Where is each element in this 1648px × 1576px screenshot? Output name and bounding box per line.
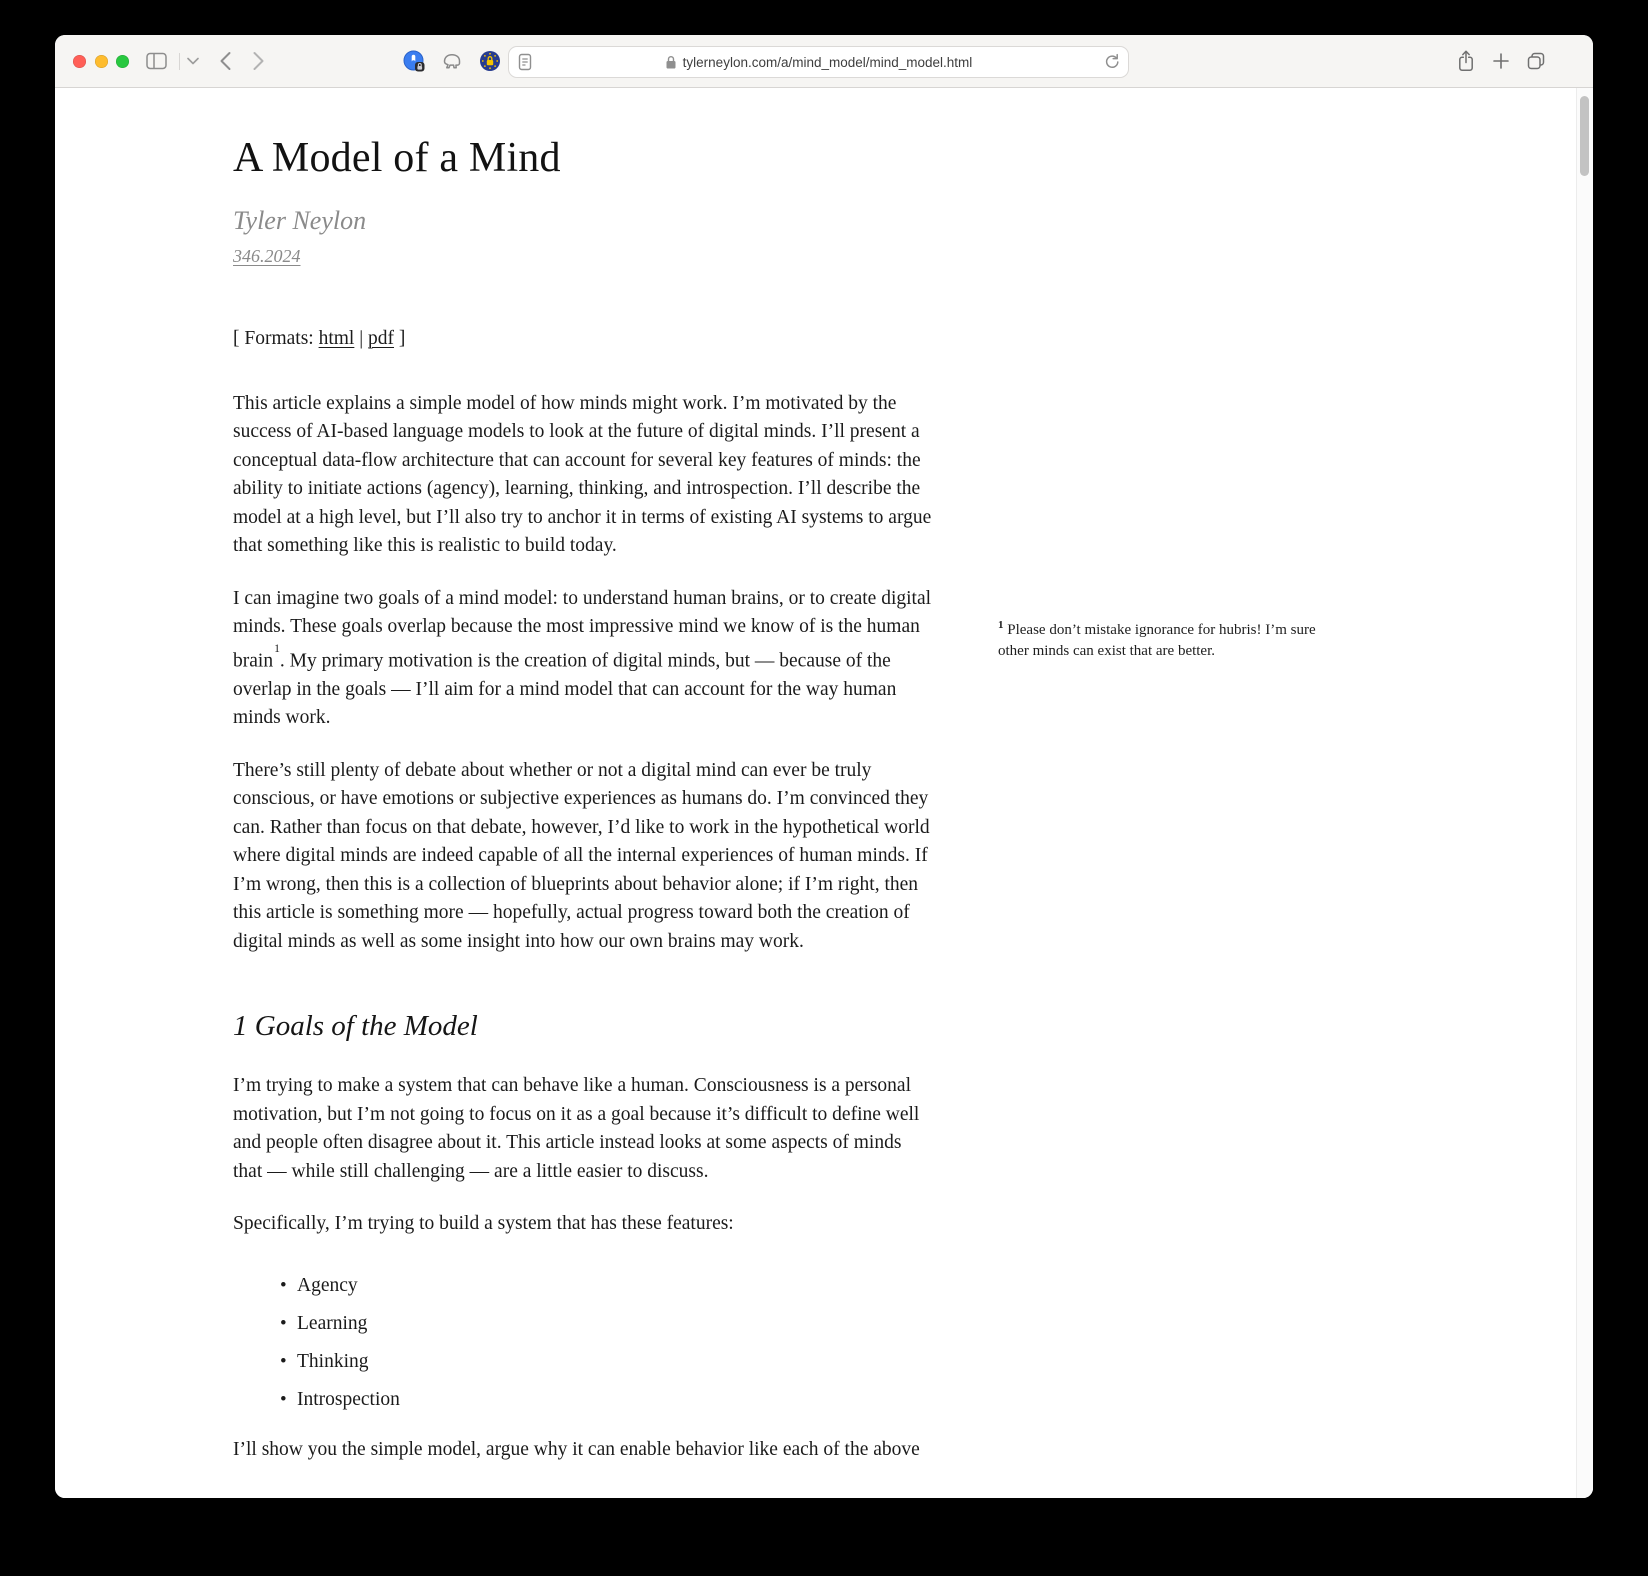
sidebar-icon	[146, 52, 167, 70]
chevron-down-icon	[187, 57, 199, 65]
section-heading-1: 1 Goals of the Model	[233, 1010, 478, 1042]
author-name: Tyler Neylon	[233, 206, 367, 235]
elephant-extension-button[interactable]	[441, 50, 463, 72]
sidebar-toggle-button[interactable]	[144, 49, 168, 73]
close-window-button[interactable]	[73, 55, 86, 68]
plus-icon	[1490, 49, 1512, 73]
browser-window	[55, 35, 1593, 1498]
eu-privacy-extension-button[interactable]	[479, 50, 501, 72]
pdf-format-link[interactable]: pdf	[368, 328, 395, 349]
formats-divider: |	[359, 328, 364, 349]
fullscreen-window-button[interactable]	[116, 55, 129, 68]
list-item	[297, 1272, 933, 1300]
publish-date	[233, 244, 933, 268]
formats-prefix: [ Formats:	[233, 328, 314, 349]
list-item	[297, 1310, 933, 1338]
browser-toolbar	[55, 35, 1593, 88]
sidenote	[998, 615, 1350, 662]
html-format-link[interactable]: html	[318, 328, 355, 349]
scrollbar-thumb[interactable]	[1580, 96, 1589, 176]
forward-chevron-icon	[253, 51, 265, 71]
new-tab-button[interactable]	[1490, 49, 1512, 73]
sidebar-menu-button[interactable]	[185, 49, 201, 73]
page-icon	[516, 52, 534, 72]
features-list	[233, 1272, 933, 1414]
eu-flag-lock-icon	[479, 50, 501, 72]
page-content	[55, 88, 1593, 1498]
list-item	[297, 1386, 933, 1414]
tab-overview-button[interactable]	[1525, 49, 1547, 73]
address-text-group	[665, 55, 973, 70]
article	[233, 88, 933, 1464]
scrollbar[interactable]	[1576, 88, 1593, 1498]
sidenote-marker: 1	[998, 619, 1004, 631]
onepassword-extension-button[interactable]	[403, 50, 425, 72]
list-item	[297, 1348, 933, 1376]
url-text: tylerneylon.com/a/mind_model/mind_model.html	[682, 54, 973, 70]
paragraph-4: I’m trying to make a system that can behave like a human. Consciousness is a personal motivation, but I’m not going to focus on it as a goal because it’s difficult to define well and people often disagree about it. This article instead looks at some aspects of minds that — while still challenging — are a little easier to discuss.	[233, 1075, 920, 1182]
formats-line	[233, 325, 933, 354]
reader-page-button[interactable]	[516, 52, 534, 72]
footnote-ref-1[interactable]: 1	[274, 642, 280, 656]
list-item-label: Learning	[297, 1312, 368, 1334]
forward-button[interactable]	[247, 49, 271, 73]
list-item-label: Introspection	[297, 1388, 400, 1410]
list-item-label: Thinking	[297, 1350, 369, 1372]
minimize-window-button[interactable]	[95, 55, 108, 68]
tab-overview-icon	[1525, 49, 1547, 73]
paragraph-5: Specifically, I’m trying to build a system that has these features:	[233, 1213, 734, 1234]
reload-icon	[1103, 52, 1121, 72]
share-button[interactable]	[1455, 49, 1477, 73]
reload-button[interactable]	[1103, 52, 1121, 72]
paragraph-2	[233, 585, 933, 733]
paragraph-2-text-after: . My primary motivation is the creation of digital minds, but — because of the overlap in the goals — I’ll aim for a mind model that can account for the way human minds work.	[233, 650, 897, 728]
share-icon	[1455, 49, 1477, 73]
paragraph-3: There’s still plenty of debate about whether or not a digital mind can ever be truly conscious, or have emotions or subjective experiences as humans do. I’m convinced they can. Rather than focus on that debate, however, I’d like to work in the hypothetical world where digital minds are indeed capable of all the internal experiences of human minds. If I’m wrong, then this is a collection of blueprints about behavior alone; if I’m right, then this article is something more — hopefully, actual progress toward both the creation of digital minds as well as some insight into how our own brains may work.	[233, 759, 930, 952]
lock-icon	[665, 55, 677, 70]
address-bar[interactable]	[508, 46, 1129, 78]
list-item-label: Agency	[297, 1274, 358, 1296]
elephant-icon	[441, 50, 463, 72]
toolbar-divider	[179, 53, 180, 70]
page-title: A Model of a Mind	[233, 135, 561, 181]
back-button[interactable]	[213, 49, 237, 73]
sidenote-text: Please don’t mistake ignorance for hubris! I’m sure other minds can exist that are better.	[998, 622, 1316, 659]
date-link[interactable]: 346.2024	[233, 246, 301, 266]
toolbar-right-group	[1455, 49, 1547, 73]
back-chevron-icon	[219, 51, 231, 71]
paragraph-1: This article explains a simple model of how minds might work. I’m motivated by the success of AI-based language models to look at the future of digital minds. I’ll present a conceptual data-flow architecture that can account for several key features of minds: the ability to initiate actions (agency), learning, thinking, and introspection. I’ll describe the model at a high level, but I’ll also try to anchor it in terms of existing AI systems to argue that something like this is realistic to build today.	[233, 392, 932, 556]
formats-suffix: ]	[398, 328, 406, 349]
paragraph-6: I’ll show you the simple model, argue why it can enable behavior like each of the above	[233, 1438, 920, 1460]
paragraph-2-text: I can imagine two goals of a mind model: to understand human brains, or to create digital minds. These goals overlap because the most impressive mind we know of is the human brain	[233, 587, 932, 671]
onepassword-icon	[403, 50, 425, 72]
